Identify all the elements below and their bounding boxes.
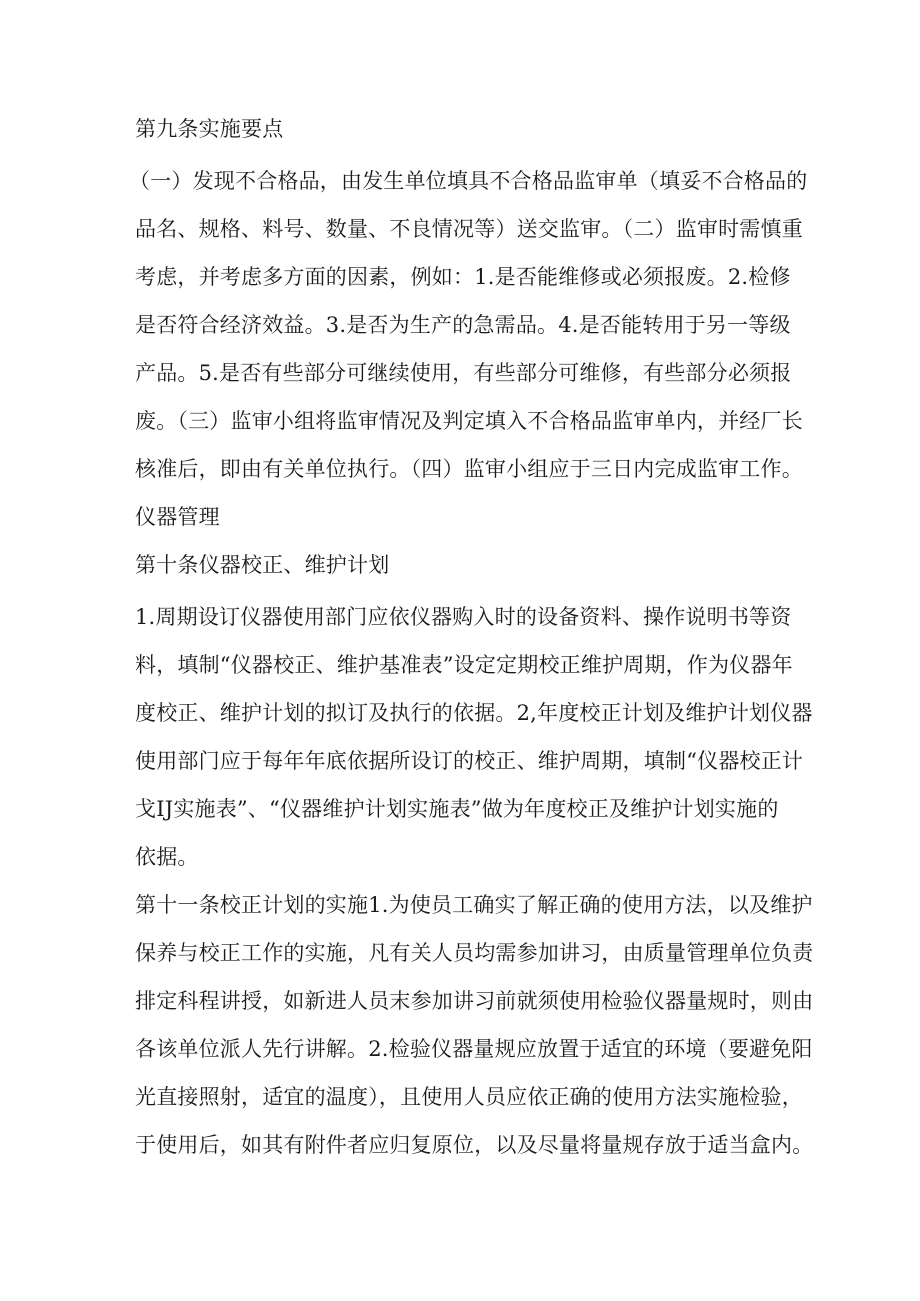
section-heading-instrument-management: 仪器管理 xyxy=(135,505,220,529)
paragraph-line: 1.周期设订仪器使用部门应依仪器购入时的设备资料、操作说明书等资 xyxy=(135,605,792,629)
paragraph-line: 废。（三）监审小组将监审情况及判定填入不合格品监审单内，并经厂长 xyxy=(135,409,803,433)
paragraph-line: 使用部门应于每年年底依据所设订的校正、维护周期，填制“仪器校正计 xyxy=(135,749,804,773)
paragraph-line: 戈IJ实施表”、“仪器维护计划实施表”做为年度校正及维护计划实施的 xyxy=(135,797,779,821)
paragraph-line: 是否符合经济效益。3.是否为生产的急需品。4.是否能转用于另一等级 xyxy=(135,313,791,337)
paragraph-line: 料，填制“仪器校正、维护基准表”设定定期校正维护周期，作为仪器年 xyxy=(135,653,793,677)
paragraph-line: 度校正、维护计划的拟订及执行的依据。2,年度校正计划及维护计划仪器 xyxy=(135,701,813,725)
paragraph-line: 保养与校正工作的实施，凡有关人员均需参加讲习，由质量管理单位负责 xyxy=(135,941,814,965)
paragraph-line: 品名、规格、料号、数量、不良情况等）送交监审。（二）监审时需慎重 xyxy=(135,217,803,241)
paragraph-line: 排定科程讲授，如新进人员末参加讲习前就须使用检验仪器量规时，则由 xyxy=(135,989,814,1013)
paragraph-line: 光直接照射，适宜的温度），且使用人员应依正确的使用方法实施检验， xyxy=(135,1085,803,1109)
paragraph-line: 各该单位派人先行讲解。2.检验仪器量规应放置于适宜的环境（要避免阳 xyxy=(135,1037,813,1061)
paragraph-line: 依据。 xyxy=(135,845,199,869)
paragraph-line: （一）发现不合格品，由发生单位填具不合格品监审单（填妥不合格品的 xyxy=(129,169,808,193)
paragraph-line: 产品。5.是否有些部分可继续使用，有些部分可维修，有些部分必须报 xyxy=(135,361,792,385)
paragraph-line-article-11: 第十一条校正计划的实施1.为使员工确实了解正确的使用方法，以及维护 xyxy=(135,893,813,917)
section-heading-article-10: 第十条仪器校正、维护计划 xyxy=(135,553,390,577)
paragraph-line: 于使用后，如其有附件者应归复原位，以及尽量将量规存放于适当盒内。 xyxy=(135,1133,814,1157)
section-heading-article-9: 第九条实施要点 xyxy=(135,117,284,141)
paragraph-line: 考虑，并考虑多方面的因素，例如：1.是否能维修或必须报废。2.检修 xyxy=(135,265,791,289)
paragraph-line: 核准后，即由有关单位执行。（四）监审小组应于三日内完成监审工作。 xyxy=(135,457,803,481)
